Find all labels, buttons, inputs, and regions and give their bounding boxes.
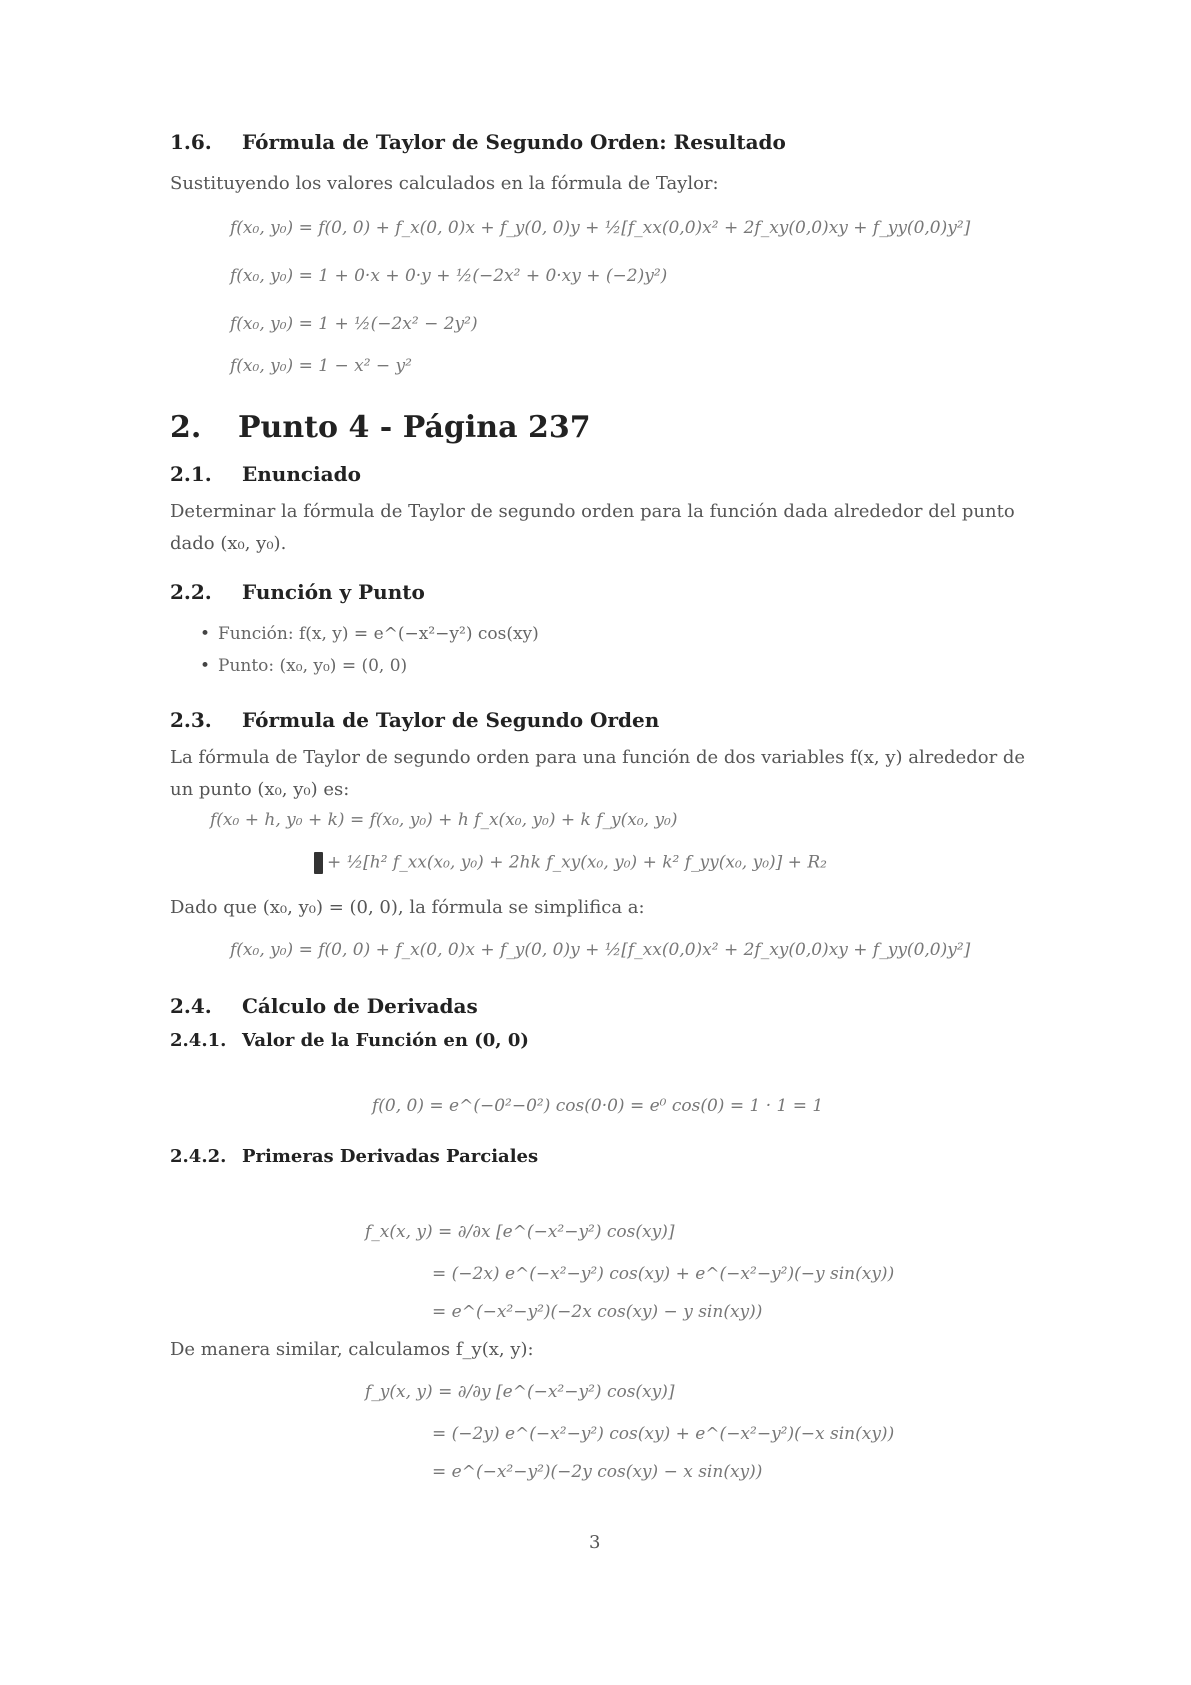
section-number: 2.4.	[170, 994, 212, 1018]
section-heading-2	[170, 410, 591, 445]
section-title: Función y Punto	[242, 580, 425, 604]
section-title: Cálculo de Derivadas	[242, 994, 478, 1018]
section-number: 2.2.	[170, 580, 212, 604]
section-number: 2.4.2.	[170, 1146, 227, 1167]
section-heading-2-3	[170, 708, 659, 732]
equation-line: f(x₀, y₀) = 1 + 0·x + 0·y + ½(−2x² + 0·xy + (−2)y²)	[230, 266, 668, 286]
section-title: Primeras Derivadas Parciales	[242, 1146, 539, 1167]
paragraph: Determinar la fórmula de Taylor de segundo orden para la función dada alrededor del punto dado (x₀, y₀).	[170, 501, 1015, 554]
equation-line: f_y(x, y) = ∂/∂y [e^(−x²−y²) cos(xy)]	[365, 1382, 675, 1402]
section-number: 2.3.	[170, 708, 212, 732]
equation-line: f(x₀, y₀) = 1 − x² − y²	[230, 356, 412, 376]
equation-line: f(x₀ + h, y₀ + k) = f(x₀, y₀) + h f_x(x₀, y₀) + k f_y(x₀, y₀)	[210, 810, 678, 830]
subsection-heading-2-4-2	[170, 1146, 538, 1167]
section-title: Enunciado	[242, 462, 361, 486]
equation-line: f(x₀, y₀) = 1 + ½(−2x² − 2y²)	[230, 314, 478, 334]
bullet-icon: •	[200, 624, 211, 644]
fraction-mark	[314, 852, 323, 874]
section-title: Fórmula de Taylor de Segundo Orden: Resultado	[242, 130, 786, 154]
paragraph: De manera similar, calculamos f_y(x, y):	[170, 1339, 534, 1360]
bullet-icon: •	[200, 656, 211, 676]
paragraph: Dado que (x₀, y₀) = (0, 0), la fórmula se simplifica a:	[170, 897, 645, 918]
list-item: • Función: f(x, y) = e^(−x²−y²) cos(xy)	[200, 624, 539, 644]
equation-line: = (−2x) e^(−x²−y²) cos(xy) + e^(−x²−y²)(−y sin(xy))	[432, 1264, 895, 1284]
section-title: Punto 4 - Página 237	[238, 410, 591, 445]
section-heading-2-4	[170, 994, 478, 1018]
paragraph: La fórmula de Taylor de segundo orden para una función de dos variables f(x, y) alrededor de un punto (x₀, y₀) es:	[170, 747, 1026, 800]
equation-line: f_x(x, y) = ∂/∂x [e^(−x²−y²) cos(xy)]	[365, 1222, 675, 1242]
page-number: 3	[589, 1532, 601, 1553]
section-number: 2.	[170, 410, 202, 445]
section-number: 1.6.	[170, 130, 212, 154]
section-number: 2.4.1.	[170, 1030, 227, 1051]
equation-line: = e^(−x²−y²)(−2x cos(xy) − y sin(xy))	[432, 1302, 763, 1322]
section-number: 2.1.	[170, 462, 212, 486]
section-heading-2-1	[170, 462, 361, 486]
equation-line: f(0, 0) = e^(−0²−0²) cos(0·0) = e⁰ cos(0) = 1 · 1 = 1	[372, 1096, 824, 1116]
equation-line: f(x₀, y₀) = f(0, 0) + f_x(0, 0)x + f_y(0, 0)y + ½[f_xx(0,0)x² + 2f_xy(0,0)xy + f_yy(0,0)y²]	[230, 940, 971, 960]
section-heading-2-2	[170, 580, 425, 604]
list-item: • Punto: (x₀, y₀) = (0, 0)	[200, 656, 408, 676]
section-title: Fórmula de Taylor de Segundo Orden	[242, 708, 660, 732]
section-heading-1-6	[170, 130, 786, 154]
section-title: Valor de la Función en (0, 0)	[242, 1030, 529, 1051]
equation-line: f(x₀, y₀) = f(0, 0) + f_x(0, 0)x + f_y(0, 0)y + ½[f_xx(0,0)x² + 2f_xy(0,0)xy + f_yy(0,0)y²]	[230, 218, 971, 238]
equation-line: = (−2y) e^(−x²−y²) cos(xy) + e^(−x²−y²)(−x sin(xy))	[432, 1424, 895, 1444]
equation-line: = e^(−x²−y²)(−2y cos(xy) − x sin(xy))	[432, 1462, 763, 1482]
equation-line: + ½[h² f_xx(x₀, y₀) + 2hk f_xy(x₀, y₀) + k² f_yy(x₀, y₀)] + R₂	[310, 852, 827, 874]
paragraph: Sustituyendo los valores calculados en la fórmula de Taylor:	[170, 173, 719, 194]
subsection-heading-2-4-1	[170, 1030, 529, 1051]
